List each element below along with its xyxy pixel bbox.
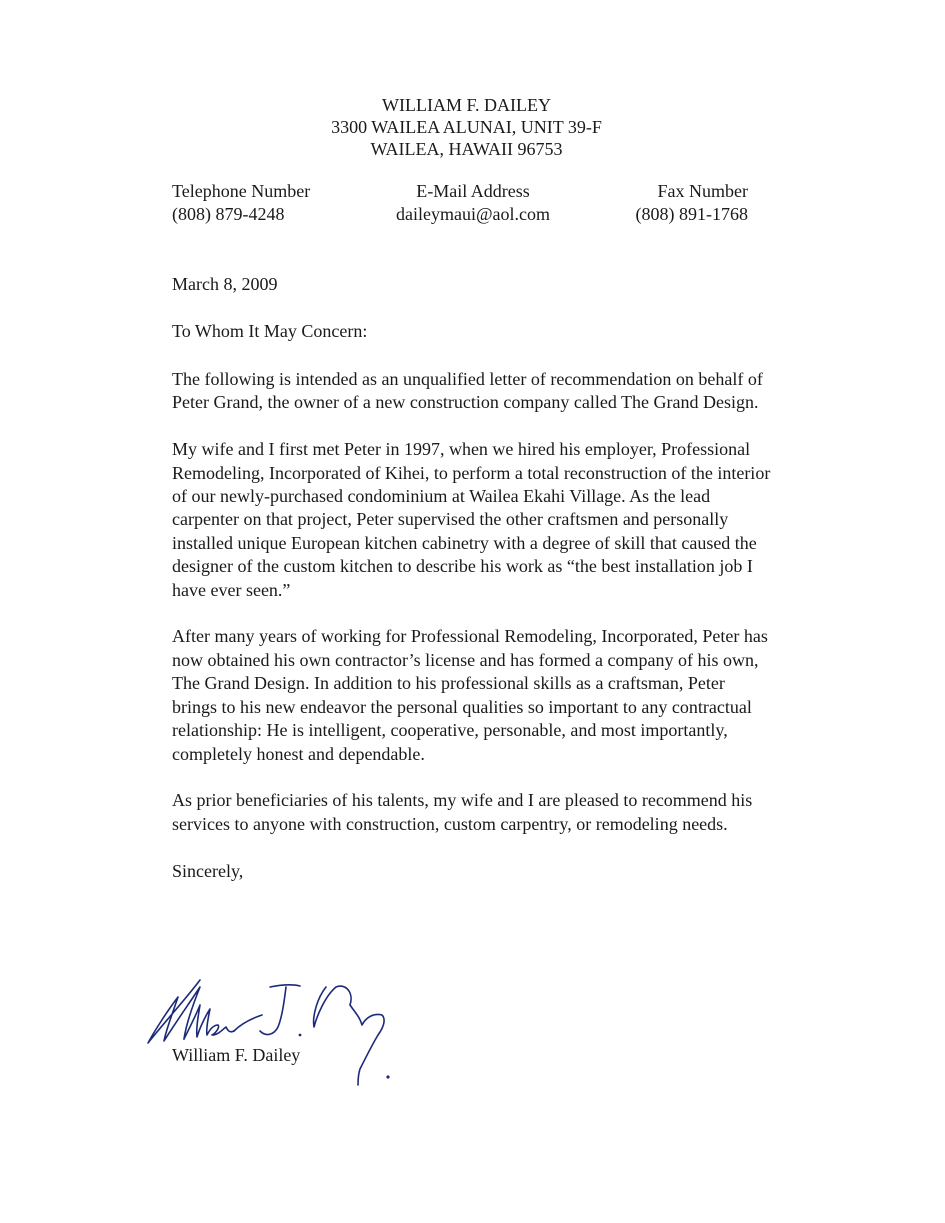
phone-column (172, 180, 310, 226)
fax-value: (808) 891-1768 (635, 204, 748, 224)
email-value: daileymaui@aol.com (395, 204, 551, 224)
paragraph-1: The following is intended as an unqualified letter of recommendation on behalf of Peter Grand, the owner of a new construction company called The Grand Design. (172, 368, 763, 413)
signer-name: William F. Dailey (172, 1045, 301, 1065)
letterhead (0, 94, 933, 160)
letterhead-address-line-1: 3300 WAILEA ALUNAI, UNIT 39-F (331, 117, 602, 137)
email-column (378, 180, 568, 226)
letterhead-address-line-2: WAILEA, HAWAII 96753 (370, 139, 563, 159)
letterhead-name: WILLIAM F. DAILEY (381, 95, 552, 115)
email-label: E-Mail Address (416, 181, 530, 201)
paragraph-2: My wife and I first met Peter in 1997, when we hired his employer, Professional Remodeling, Incorporated of Kihei, to perform a total reconstruction of the interior of our newly-purchased condominium at Wailea Ekahi Village. As the lead carpenter on that project, Peter supervised the other craftsmen and personally installed unique European kitchen cabinetry with a degree of skill that caused the designer of the custom kitchen to describe his work as “the best installation job I have ever seen.” (172, 439, 771, 600)
letter-date: March 8, 2009 (172, 274, 278, 294)
handwritten-signature (140, 975, 400, 1090)
letter-closing: Sincerely, (172, 860, 244, 881)
phone-value: (808) 879-4248 (172, 204, 285, 224)
paragraph-3: After many years of working for Professional Remodeling, Incorporated, Peter has now obtained his own contractor’s license and has formed a company of his own, The Grand Design. In addition to his professional skills as a craftsman, Peter brings to his new endeavor the personal qualities so important to any contractual relationship: He is intelligent, cooperative, personable, and most importantly, completely honest and dependable. (172, 626, 768, 764)
phone-label: Telephone Number (172, 181, 311, 201)
paragraph-4: As prior beneficiaries of his talents, my wife and I are pleased to recommend his services to anyone with construction, custom carpentry, or remodeling needs. (172, 790, 753, 834)
fax-column (636, 180, 748, 226)
letter-body (172, 273, 772, 883)
fax-label: Fax Number (657, 181, 748, 201)
letter-salutation: To Whom It May Concern: (172, 321, 368, 342)
